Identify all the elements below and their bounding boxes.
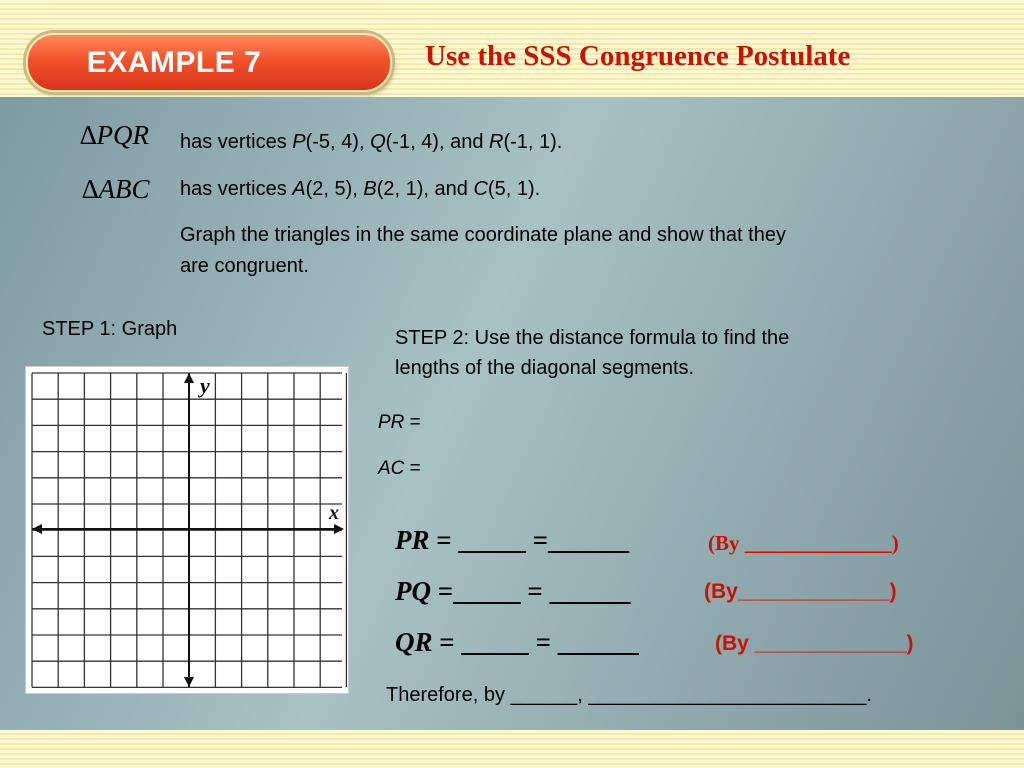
instruction-line-1: Graph the triangles in the same coordinate plane and show that they	[180, 224, 786, 246]
page-title: Use the SSS Congruence Postulate	[425, 40, 851, 72]
pr-equation: PR = _____ =______	[395, 525, 630, 555]
conclusion-line: Therefore, by ______, _________________________.	[386, 684, 872, 706]
x-axis-label: x	[329, 502, 339, 524]
triangle-abc-vertices: has vertices A(2, 5), B(2, 1), and C(5, 1).	[180, 178, 541, 200]
triangle-pqr-label: ∆PQR	[80, 120, 150, 150]
example-badge	[26, 33, 392, 92]
triangle-pqr-vertices: has vertices P(-5, 4), Q(-1, 4), and R(-1, 1).	[180, 131, 563, 153]
pq-equation: PQ =_____ = ______	[395, 576, 631, 606]
qr-reason: (By _____________)	[715, 632, 914, 655]
instruction-line-2: are congruent.	[180, 255, 309, 277]
triangle-abc-label: ∆ABC	[82, 174, 150, 204]
footer-band	[0, 730, 1024, 768]
x-axis-left-arrow-icon	[32, 524, 42, 534]
coordinate-grid	[25, 366, 349, 694]
x-axis-right-arrow-icon	[334, 524, 344, 534]
pr-distance-line: PR =	[378, 412, 421, 433]
y-axis-label: y	[200, 373, 210, 398]
y-axis-down-arrow-icon	[184, 677, 194, 687]
example-label: EXAMPLE 7	[86, 45, 262, 79]
pq-reason: (By_____________)	[704, 580, 897, 603]
y-axis-up-arrow-icon	[184, 373, 194, 383]
qr-equation: QR = _____ = ______	[395, 627, 639, 657]
pr-reason: (By ______________)	[708, 531, 899, 555]
step1-label: STEP 1: Graph	[42, 318, 178, 340]
ac-distance-line: AC =	[378, 458, 421, 479]
step2-text	[395, 323, 955, 383]
step2-line-2: lengths of the diagonal segments.	[395, 357, 695, 379]
step2-line-1: STEP 2: Use the distance formula to find the	[395, 327, 790, 349]
grid-svg	[26, 367, 348, 693]
